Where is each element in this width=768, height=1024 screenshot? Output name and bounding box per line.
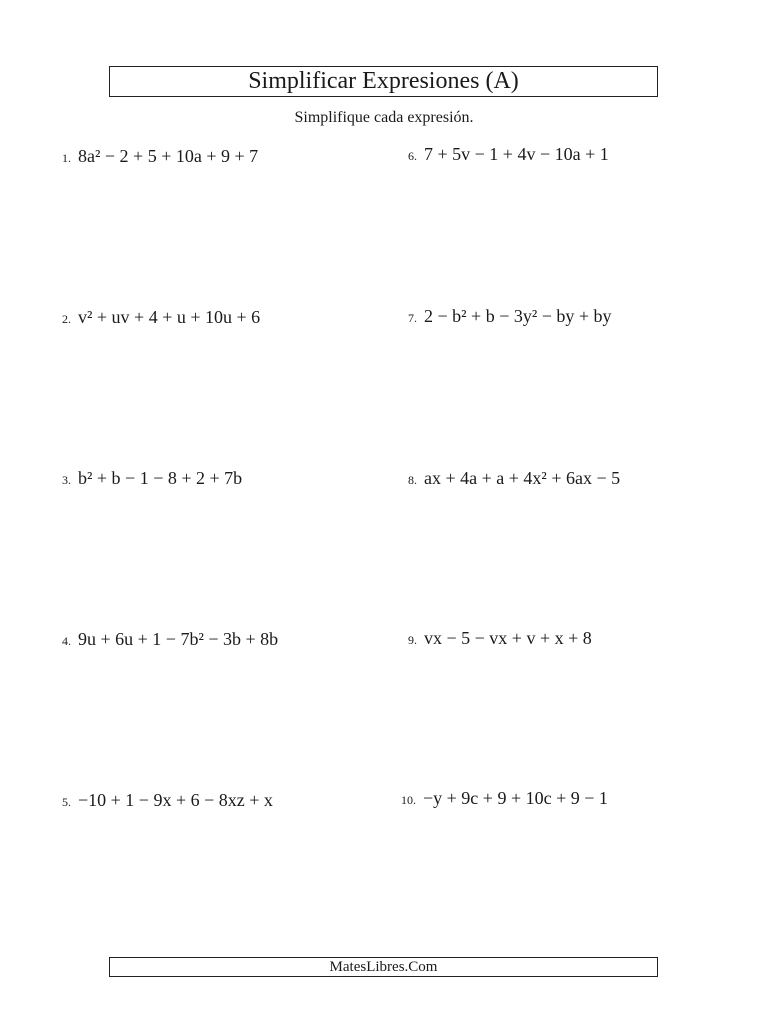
problem-expression: 9u + 6u + 1 − 7b² − 3b + 8b (78, 629, 279, 649)
problem-4 (62, 628, 278, 652)
problem-number: 2. (62, 312, 71, 326)
problem-expression: ax + 4a + a + 4x² + 6ax − 5 (424, 468, 621, 488)
problem-number: 8. (408, 473, 417, 487)
problem-expression: b² + b − 1 − 8 + 2 + 7b (78, 468, 243, 488)
problem-8 (408, 467, 620, 491)
problem-number: 10. (401, 793, 416, 807)
problem-7 (408, 305, 612, 329)
problem-expression: 7 + 5v − 1 + 4v − 10a + 1 (424, 144, 609, 164)
problem-9 (408, 627, 592, 651)
worksheet-title: Simplificar Expresiones (A) (109, 66, 658, 97)
problem-expression: v² + uv + 4 + u + 10u + 6 (78, 307, 261, 327)
problem-3 (62, 467, 242, 491)
problem-number: 6. (408, 149, 417, 163)
problem-2 (62, 306, 260, 330)
problem-expression: −y + 9c + 9 + 10c + 9 − 1 (423, 788, 608, 808)
problem-expression: 2 − b² + b − 3y² − by + by (424, 306, 612, 326)
problem-number: 5. (62, 795, 71, 809)
problem-1 (62, 145, 258, 169)
problem-expression: 8a² − 2 + 5 + 10a + 9 + 7 (78, 146, 259, 166)
problem-5 (62, 789, 273, 813)
problem-number: 3. (62, 473, 71, 487)
problem-number: 4. (62, 634, 71, 648)
problem-10 (401, 787, 608, 811)
problem-number: 1. (62, 151, 71, 165)
worksheet-instructions: Simplifique cada expresión. (294, 109, 474, 126)
problem-6 (408, 143, 609, 167)
problem-expression: vx − 5 − vx + v + x + 8 (424, 628, 592, 648)
footer-site-name: MatesLibres.Com (109, 957, 658, 977)
problem-number: 7. (408, 311, 417, 325)
problem-number: 9. (408, 633, 417, 647)
problem-expression: −10 + 1 − 9x + 6 − 8xz + x (78, 790, 273, 810)
